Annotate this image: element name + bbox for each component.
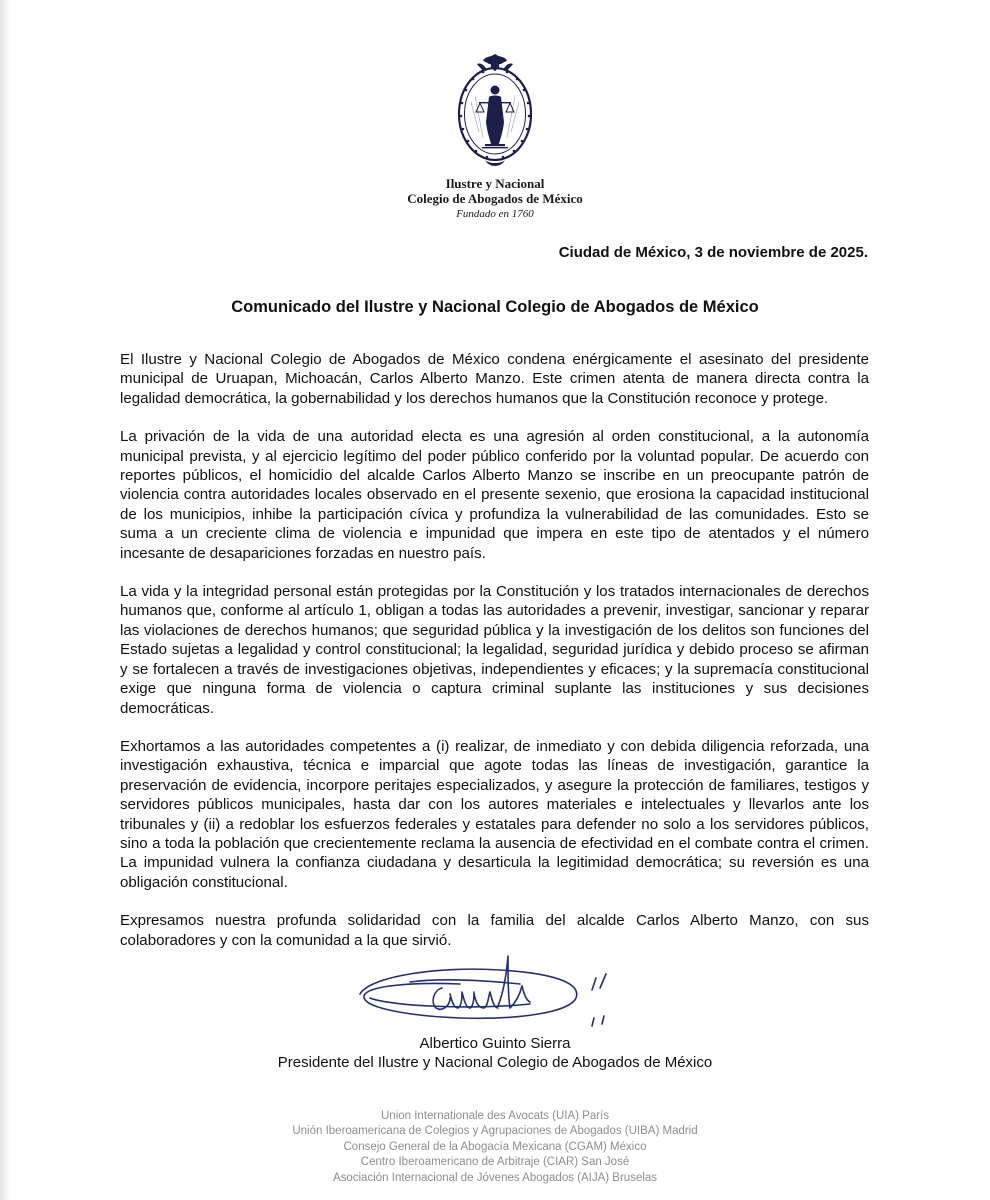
document-date: Ciudad de México, 3 de noviembre de 2025. <box>558 244 868 261</box>
paragraph-1: El Ilustre y Nacional Colegio de Abogados de México condena enérgicamente el asesinato del presidente municipal de Uruapan, Michoacán, Carlos Alberto Manzo. Este crimen atenta de manera directa contra la legalidad democrática, la gobernabilidad y los derechos humanos que la Constitución reconoce y protege. <box>120 351 869 407</box>
affiliation-item: Unión Iberoamericana de Colegios y Agrupaciones de Abogados (UIBA) Madrid <box>292 1125 698 1138</box>
signer-name: Albertico Guinto Sierra <box>419 1035 571 1052</box>
paragraph-5: Expresamos nuestra profunda solidaridad con la familia del alcalde Carlos Alberto Manzo, con sus colaboradores y con la comunidad a la que sirvió. <box>120 912 869 949</box>
college-seal <box>455 52 535 170</box>
letterhead-founded: Fundado en 1760 <box>456 208 534 220</box>
signer-position: Presidente del Ilustre y Nacional Colegio de Abogados de México <box>277 1054 713 1071</box>
letterhead-text <box>0 176 990 223</box>
letterhead-line-2: Colegio de Abogados de México <box>407 191 583 206</box>
affiliation-item: Centro Iberoamericano de Arbitraje (CIAR) San José <box>360 1156 630 1169</box>
letterhead-line-1: Ilustre y Nacional <box>445 176 545 191</box>
paragraph-3: La vida y la integridad personal están protegidas por la Constitución y los tratados internacionales de derechos humanos que, conforme al artículo 1, obligan a todas las autoridades a prevenir, investigar, sancionar y reparar las violaciones de derechos humanos; que seguridad pública y la investigación de los delitos son funciones del Estado sujetas a legalidad y control constitucional; la legalidad, seguridad jurídica y debido proceso se afirman y se fortalecen a través de investigaciones objetivas, independientes y eficaces; y la supremacía constitucional exige que ninguna forma de violencia o captura criminal suplante las instituciones y sus decisiones democráticas. <box>120 583 869 717</box>
affiliation-item: Consejo General de la Abogacía Mexicana (CGAM) México <box>343 1140 647 1153</box>
signer-block <box>0 1034 990 1072</box>
document-body <box>120 350 869 969</box>
document-title: Comunicado del Ilustre y Nacional Colegio de Abogados de México <box>231 298 759 316</box>
seal-emblem-icon <box>455 52 535 170</box>
signature-icon <box>350 936 640 1036</box>
affiliation-item: Asociación Internacional de Jóvenes Abogados (AIJA) Bruselas <box>332 1171 658 1184</box>
footer-affiliations <box>0 1109 990 1186</box>
paragraph-2: La privación de la vida de una autoridad electa es una agresión al orden constitucional, a la autonomía municipal prevista, y al ejercicio legítimo del poder público conferido por la voluntad popular. De acuerdo con reportes públicos, el homicidio del alcalde Carlos Alberto Manzo se inscribe en un preocupante patrón de violencia contra autoridades locales observado en el presente sexenio, que erosiona la capacidad institucional de los municipios, inhibe la participación cívica y profundiza la vulnerabilidad de las comunidades. Esto se suma a un creciente clima de violencia e impunidad que impera en este tipo de atentados y el número incesante de desapariciones forzadas en nuestro país. <box>120 428 869 562</box>
paragraph-4: Exhortamos a las autoridades competentes a (i) realizar, de inmediato y con debida diligencia reforzada, una investigación exhaustiva, técnica e imparcial que agote todas las líneas de investigación, garantice la preservación de evidencia, incorpore peritajes especializados, y asegure la protección de familiares, testigos y servidores públicos municipales, hasta dar con los autores materiales e intelectuales y llevarlos ante los tribunales y (ii) a redoblar los esfuerzos federales y estatales para defender no solo a los servidores públicos, sino a toda la población que crecientemente reclama la ausencia de efectividad en el combate contra el crimen. La impunidad vulnera la confianza ciudadana y desarticula la legitimidad democrática; su reversión es una obligación constitucional. <box>120 737 869 891</box>
affiliation-item: Union Internationale des Avocats (UIA) París <box>381 1110 609 1122</box>
handwritten-signature <box>350 936 640 1036</box>
